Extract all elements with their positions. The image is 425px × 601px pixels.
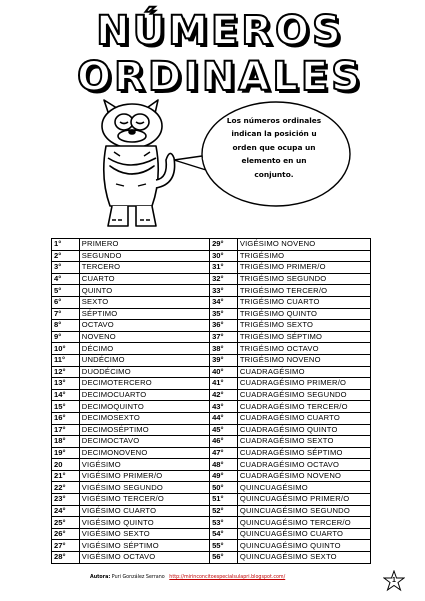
footer (90, 575, 285, 580)
ordinal-word: QUINCUAGÉSIMO PRIMER/O (237, 494, 370, 506)
ordinal-word: DECIMONOVENO (79, 447, 209, 459)
table-row (52, 540, 371, 552)
ordinal-number: 56° (210, 552, 238, 564)
ordinal-word: TRIGÉSIMO OCTAVO (237, 343, 370, 355)
table-row (52, 239, 371, 251)
ordinal-word: VIGÉSIMO SEXTO (79, 528, 209, 540)
table-row (52, 436, 371, 448)
table-row (52, 389, 371, 401)
ordinal-word: DECIMOTERCERO (79, 378, 209, 390)
table-row (52, 494, 371, 506)
ordinal-word: VIGÉSIMO (79, 459, 209, 471)
ordinal-number: 53° (210, 517, 238, 529)
ordinal-number: 36° (210, 320, 238, 332)
ordinal-word: TRIGÉSIMO TERCER/O (237, 285, 370, 297)
ordinal-word: VIGÉSIMO NOVENO (237, 239, 370, 251)
ordinal-number: 40° (210, 366, 238, 378)
ordinal-word: VIGÉSIMO PRIMER/O (79, 470, 209, 482)
ordinal-number: 18° (52, 436, 80, 448)
ordinal-word: CUADRAGÉSIMO CUARTO (237, 412, 370, 424)
ordinal-word: CUADRAGÉSIMO NOVENO (237, 470, 370, 482)
ordinal-word: QUINCUAGÉSIMO SEXTO (237, 552, 370, 564)
bubble-text (212, 114, 336, 181)
ordinal-word: VIGÉSIMO SÉPTIMO (79, 540, 209, 552)
ordinal-word: PRIMERO (79, 239, 209, 251)
ordinal-word: VIGÉSIMO TERCER/O (79, 494, 209, 506)
table-row (52, 552, 371, 564)
ordinal-number: 45° (210, 424, 238, 436)
ordinal-word: DECIMOCTAVO (79, 436, 209, 448)
ordinal-word: TRIGÉSIMO PRIMER/O (237, 262, 370, 274)
footer-author-name: Puri González Serrano (111, 575, 165, 580)
table-row (52, 285, 371, 297)
ordinal-number: 13° (52, 378, 80, 390)
table-row (52, 447, 371, 459)
table-row (52, 262, 371, 274)
ordinal-number: 32° (210, 273, 238, 285)
table-row (52, 331, 371, 343)
table-row (52, 366, 371, 378)
ordinal-word: CUADRAGÉSIMO OCTAVO (237, 459, 370, 471)
ordinal-word: CUADRAGÉSIMO QUINTO (237, 424, 370, 436)
table-row (52, 517, 371, 529)
ordinal-word: QUINCUAGÉSIMO TERCER/O (237, 517, 370, 529)
ordinal-number: 38° (210, 343, 238, 355)
ordinal-number: 9° (52, 331, 80, 343)
table-row (52, 505, 371, 517)
table-row (52, 354, 371, 366)
ordinal-word: UNDÉCIMO (79, 354, 209, 366)
ordinal-number: 29° (210, 239, 238, 251)
ordinal-word: TRIGÉSIMO SÉPTIMO (237, 331, 370, 343)
ordinal-number: 54° (210, 528, 238, 540)
ordinal-word: DECIMOQUINTO (79, 401, 209, 413)
ordinal-number: 11° (52, 354, 80, 366)
ordinal-number: 22° (52, 482, 80, 494)
table-row (52, 378, 371, 390)
ordinal-number: 47° (210, 447, 238, 459)
ordinal-number: 3° (52, 262, 80, 274)
table-row (52, 424, 371, 436)
ordinal-word: QUINTO (79, 285, 209, 297)
table-row (52, 459, 371, 471)
ordinal-number: 20 (52, 459, 80, 471)
ordinal-number: 24° (52, 505, 80, 517)
ordinal-number: 37° (210, 331, 238, 343)
ordinal-word: CUADRAGÉSIMO PRIMER/O (237, 378, 370, 390)
ordinal-word: CUADRAGÉSIMO (237, 366, 370, 378)
ordinal-word: CUADRAGÉSIMO SEGUNDO (237, 389, 370, 401)
bubble-line: elemento en un (241, 156, 307, 166)
ordinal-word: TRIGÉSIMO QUINTO (237, 308, 370, 320)
ordinal-number: 16° (52, 412, 80, 424)
ordinal-number: 31° (210, 262, 238, 274)
table-row (52, 250, 371, 262)
ordinal-number: 49° (210, 470, 238, 482)
ordinal-word: TRIGÉSIMO CUARTO (237, 296, 370, 308)
footer-author-label: Autora: (90, 575, 111, 580)
ordinal-number: 30° (210, 250, 238, 262)
ordinal-word: TRIGÉSIMO (237, 250, 370, 262)
ordinal-table (51, 238, 371, 564)
ordinal-number: 39° (210, 354, 238, 366)
ordinal-word: QUINCUAGÉSIMO SEGUNDO (237, 505, 370, 517)
ordinal-word: QUINCUAGÉSIMO (237, 482, 370, 494)
ordinal-word: DECIMOSEXTO (79, 412, 209, 424)
ordinal-number: 52° (210, 505, 238, 517)
ordinal-word: DECIMOCUARTO (79, 389, 209, 401)
ordinal-number: 33° (210, 285, 238, 297)
ordinal-number: 26° (52, 528, 80, 540)
ordinal-number: 43° (210, 401, 238, 413)
ordinal-number: 6° (52, 296, 80, 308)
ordinal-word: SÉPTIMO (79, 308, 209, 320)
ordinal-number: 15° (52, 401, 80, 413)
bubble-line: Los números ordinales (226, 116, 322, 125)
ordinal-number: 1° (52, 239, 80, 251)
ordinal-word: VIGÉSIMO QUINTO (79, 517, 209, 529)
ordinal-number: 34° (210, 296, 238, 308)
ordinal-number: 27° (52, 540, 80, 552)
ordinal-number: 42° (210, 389, 238, 401)
ordinal-word: CUADRAGÉSIMO SEXTO (237, 436, 370, 448)
page-number-badge (383, 570, 405, 592)
ordinal-word: VIGÉSIMO OCTAVO (79, 552, 209, 564)
ordinal-word: TRIGÉSIMO SEGUNDO (237, 273, 370, 285)
ordinal-word: TRIGÉSIMO NOVENO (237, 354, 370, 366)
ordinal-number: 28° (52, 552, 80, 564)
ordinal-word: OCTAVO (79, 320, 209, 332)
footer-link[interactable]: http://mirinconcitoespecialsulapri.blogspot.com/ (169, 575, 286, 580)
ordinal-number: 7° (52, 308, 80, 320)
bubble-line: indican la posición u (231, 129, 317, 139)
table-row (52, 273, 371, 285)
ordinal-word: SEXTO (79, 296, 209, 308)
ordinal-number: 23° (52, 494, 80, 506)
ordinal-number: 10° (52, 343, 80, 355)
ordinal-number: 25° (52, 517, 80, 529)
title-line-2: ORDINALES (77, 54, 363, 100)
ordinal-number: 50° (210, 482, 238, 494)
table-row (52, 482, 371, 494)
ordinal-number: 19° (52, 447, 80, 459)
ordinal-number: 51° (210, 494, 238, 506)
ordinal-number: 35° (210, 308, 238, 320)
bubble-line: conjunto. (254, 169, 294, 179)
table-row (52, 343, 371, 355)
table-row (52, 528, 371, 540)
page-title (60, 8, 380, 100)
table-row (52, 412, 371, 424)
ordinal-number: 12° (52, 366, 80, 378)
bubble-line: orden que ocupa un (232, 142, 316, 152)
ordinal-word: DUODÉCIMO (79, 366, 209, 378)
ordinal-number: 8° (52, 320, 80, 332)
speech-bubble (198, 100, 348, 206)
ordinal-word: VIGÉSIMO SEGUNDO (79, 482, 209, 494)
ordinal-number: 41° (210, 378, 238, 390)
table-row (52, 296, 371, 308)
ordinal-number: 5° (52, 285, 80, 297)
ordinal-number: 21° (52, 470, 80, 482)
ordinal-word: QUINCUAGÉSIMO QUINTO (237, 540, 370, 552)
ordinal-number: 48° (210, 459, 238, 471)
ordinal-word: NOVENO (79, 331, 209, 343)
page-number: 1 (392, 577, 396, 584)
ordinal-word: DÉCIMO (79, 343, 209, 355)
table-row (52, 470, 371, 482)
ordinal-word: VIGÉSIMO CUARTO (79, 505, 209, 517)
ordinal-word: QUINCUAGÉSIMO CUARTO (237, 528, 370, 540)
ordinal-word: CUADRAGÉSIMO SÉPTIMO (237, 447, 370, 459)
ordinal-word: CUARTO (79, 273, 209, 285)
ordinal-word: TERCERO (79, 262, 209, 274)
table-row (52, 320, 371, 332)
ordinal-number: 44° (210, 412, 238, 424)
ordinal-word: TRIGÉSIMO SEXTO (237, 320, 370, 332)
ordinal-number: 17° (52, 424, 80, 436)
ordinal-number: 46° (210, 436, 238, 448)
table-row (52, 401, 371, 413)
ordinal-word: DECIMOSÉPTIMO (79, 424, 209, 436)
title-line-1: NÚMEROS (96, 8, 344, 54)
ordinal-number: 14° (52, 389, 80, 401)
ordinal-word: CUADRAGÉSIMO TERCER/O (237, 401, 370, 413)
ordinal-number: 55° (210, 540, 238, 552)
ordinal-word: SEGUNDO (79, 250, 209, 262)
table-row (52, 308, 371, 320)
ordinal-number: 2° (52, 250, 80, 262)
ordinal-number: 4° (52, 273, 80, 285)
